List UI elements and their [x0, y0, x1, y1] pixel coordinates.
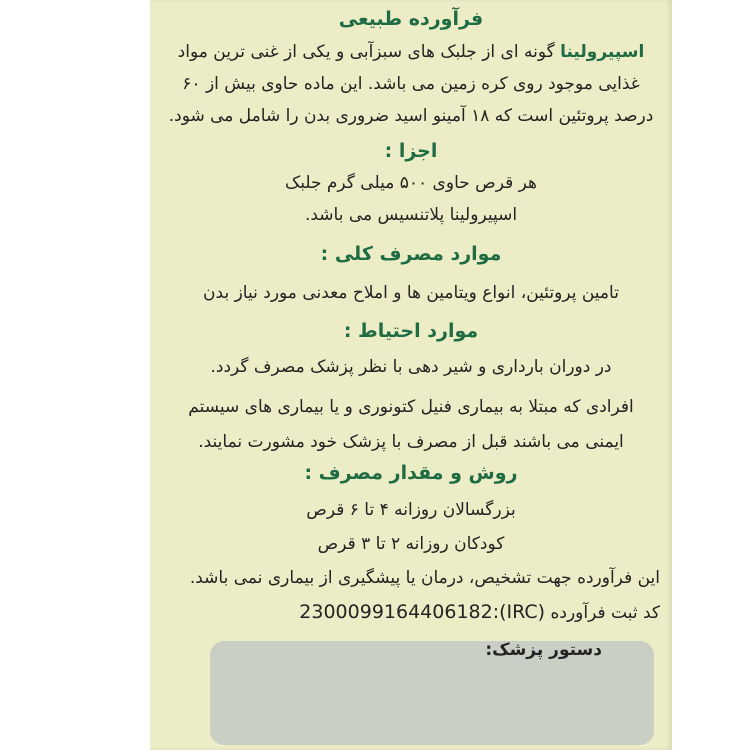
product-label [150, 0, 672, 750]
dosage-heading: روش و مقدار مصرف : [304, 462, 518, 484]
registration-code: 2300099164406182:(IRC) [299, 601, 546, 623]
intro-line-3: درصد پروتئین است که ۱۸ آمینو اسید ضروری بدن را شامل می شود. [168, 106, 654, 126]
product-title: فرآورده طبیعی [338, 8, 484, 30]
registration-label: کد ثبت فرآورده [550, 603, 660, 623]
general-use-line-1: تامین پروتئین، انواع ویتامین ها و املاح معدنی مورد نیاز بدن [203, 283, 619, 303]
intro-line-2: غذایی موجود روی کره زمین می باشد. این ماده حاوی بیش از ۶۰ [182, 74, 640, 94]
intro-line-1 [150, 41, 672, 63]
disclaimer: این فرآورده جهت تشخیص، درمان یا پیشگیری از بیماری نمی باشد. [189, 568, 660, 588]
precautions-line-2: افرادی که مبتلا به بیماری فنیل کتونوری و یا بیماری های سیستم [188, 397, 634, 417]
ingredients-heading: اجزا : [384, 140, 438, 162]
prescription-label: دستور پزشک: [485, 640, 602, 660]
ingredients-line-2: اسپیرولینا پلاتنسیس می باشد. [304, 205, 518, 225]
intro-line-1-text: گونه ای از جلبک های سبزآبی و یکی از غنی ترین مواد [177, 42, 555, 62]
dosage-adults: بزرگسالان روزانه ۴ تا ۶ قرص [306, 500, 516, 520]
ingredients-line-1: هر قرص حاوی ۵۰۰ میلی گرم جلبک [285, 173, 537, 193]
precautions-heading: موارد احتیاط : [343, 320, 479, 342]
registration-code-row [210, 601, 660, 623]
precautions-line-1: در دوران بارداری و شیر دهی با نظر پزشک مصرف گردد. [210, 357, 612, 377]
precautions-line-3: ایمنی می باشند قبل از مصرف با پزشک خود مشورت نمایند. [198, 432, 624, 452]
spirulina-highlight: اسپیرولینا [560, 42, 645, 62]
dosage-children: کودکان روزانه ۲ تا ۳ قرص [317, 534, 505, 554]
general-use-heading: موارد مصرف کلی : [320, 243, 502, 265]
